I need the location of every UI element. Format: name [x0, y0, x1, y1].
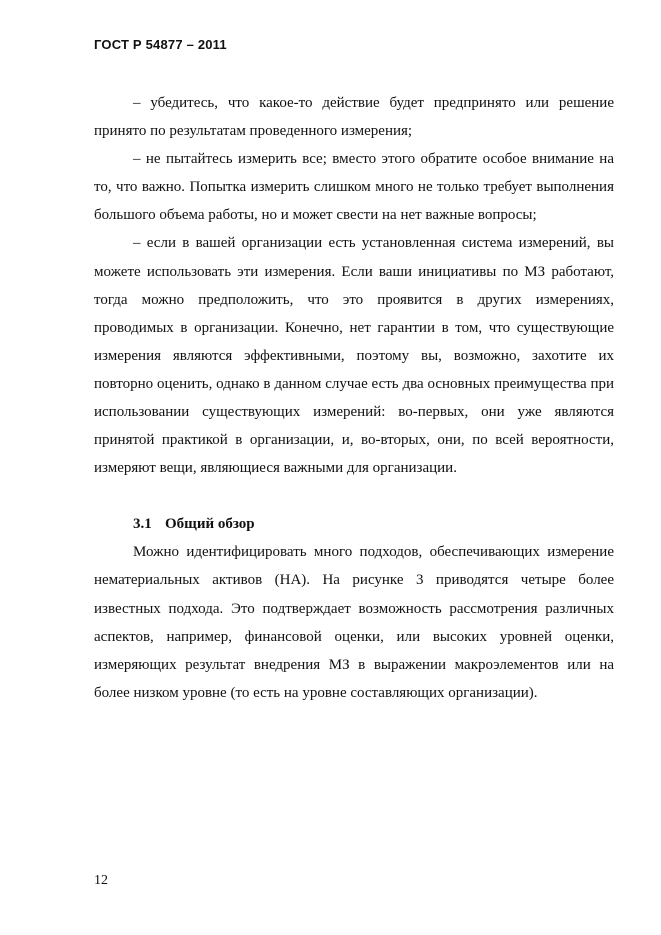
section-paragraph: Можно идентифицировать много подходов, обеспечивающих измерение нематериальных активов (НА). На рисунке 3 приводятся четыре более известных подхода. Это подтверждает возможность рассмотрения различных аспектов, например, финансовой оценки, или высоких уровней оценки, измеряющих результат внедрения МЗ в выражении макроэлементов или на более низком уровне (то есть на уровне составляющих организации). [94, 544, 614, 701]
document-header: ГОСТ Р 54877 – 2011 [94, 37, 227, 52]
bullet-item: – не пытайтесь измерить все; вместо этого обратите особое внимание на то, что важно. Попытка измерить слишком много не только требует выполнения большого объема работы, но и может свести на нет важные вопросы; [94, 151, 614, 224]
bullet-item: – если в вашей организации есть установленная система измерений, вы можете использовать эти измерения. Если ваши инициативы по МЗ работают, тогда можно предположить, что это проявится в других измерениях, проводимых в организации. Конечно, нет гарантии в том, что существующие измерения являются эффективными, поэтому вы, возможно, захотите их повторно оценить, однако в данном случае есть два основных преимущества при использовании существующих измерений: во-первых, они уже являются принятой практикой в организации, и, во-вторых, они, по всей вероятности, измеряют вещи, являющиеся важными для организации. [94, 235, 614, 477]
section-number: 3.1 [133, 516, 152, 533]
page-number: 12 [94, 873, 108, 888]
section-heading [94, 510, 614, 538]
page-body [94, 89, 614, 707]
bullet-item: – убедитесь, что какое-то действие будет предпринято или решение принято по результатам проведенного измерения; [94, 95, 614, 140]
section-title: Общий обзор [165, 516, 255, 533]
